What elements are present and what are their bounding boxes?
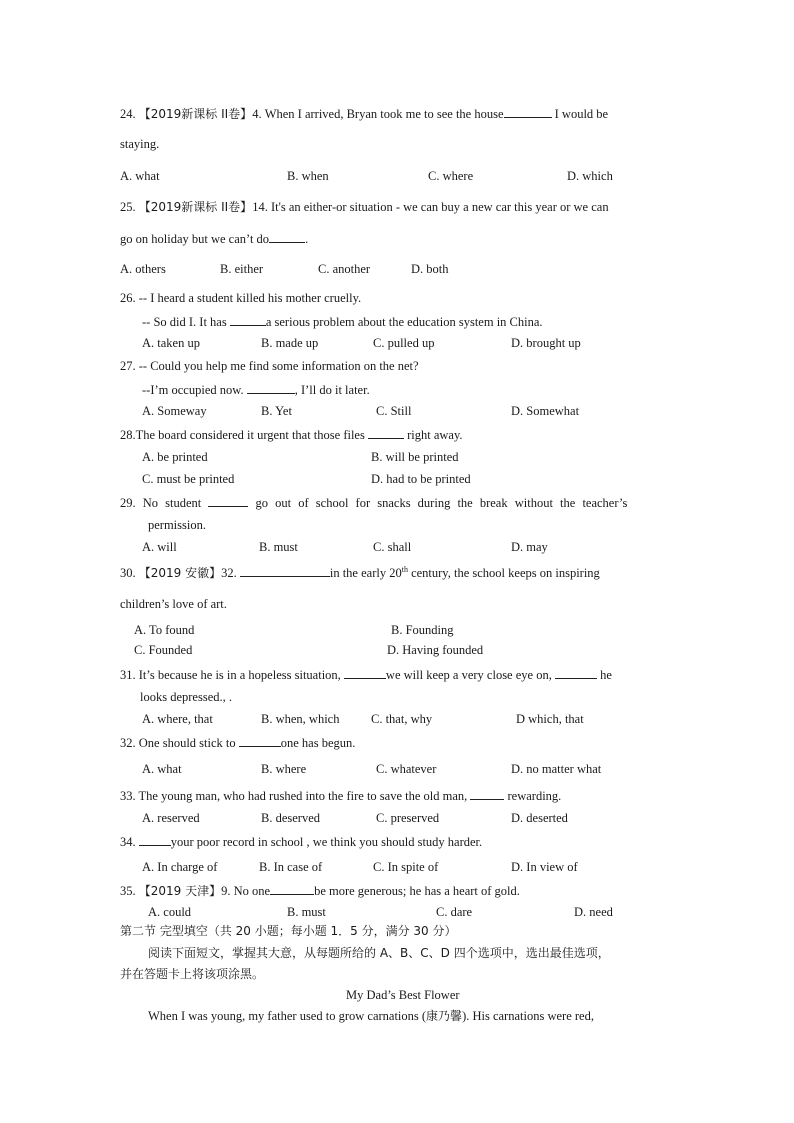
q25-stem-cont: go on holiday but we can’t do	[120, 232, 270, 246]
q29-option-d[interactable]: D. may	[511, 540, 548, 554]
q26-stem-end: a serious problem about the education system in China.	[265, 315, 543, 329]
q25-source-tag: 【2019新课标 II卷】	[138, 200, 253, 214]
q32-option-c[interactable]: C. whatever	[376, 762, 437, 776]
q34-option-c[interactable]: C. In spite of	[373, 860, 439, 874]
section-heading: 第二节 完型填空（共 20 小题；每小题 1．5 分，满分 30 分）	[120, 924, 457, 938]
q29-line2: permission.	[148, 518, 206, 532]
passage-text-b: ). His carnations were red,	[462, 1009, 594, 1023]
q30-stem-end: century, the school keeps on inspiring	[411, 566, 600, 580]
passage-paragraph	[148, 1008, 594, 1024]
q27-option-c[interactable]: C. Still	[376, 404, 412, 418]
section-instructions-2: 并在答题卡上将该项涂黑。	[120, 967, 265, 981]
q28-line1	[120, 426, 463, 443]
q35-stem: 9. No one	[221, 884, 271, 898]
q24-source-tag: 【2019新课标 II卷】	[138, 107, 253, 121]
q29-line1	[120, 494, 627, 511]
q35-number: 35.	[120, 884, 136, 898]
q26-option-b[interactable]: B. made up	[261, 336, 319, 350]
q34-number: 34.	[120, 835, 136, 849]
q32-line1	[120, 734, 355, 751]
q30-number: 30.	[120, 566, 136, 580]
q33-option-b[interactable]: B. deserved	[261, 811, 321, 825]
q24-number: 24.	[120, 107, 136, 121]
q27-blank[interactable]	[247, 381, 295, 394]
q30-line1	[120, 564, 600, 581]
q29-stem-end: go out of school for snacks during the break without the teacher’s	[255, 496, 628, 510]
q32-option-b[interactable]: B. where	[261, 762, 307, 776]
q24-stem: 4. When I arrived, Bryan took me to see the house	[252, 107, 504, 121]
q32-option-a[interactable]: A. what	[142, 762, 182, 776]
passage-text-a: When I was young, my father used to grow carnations (	[148, 1009, 427, 1023]
q34-blank[interactable]	[139, 833, 171, 846]
q30-source-tag: 【2019 安徽】	[138, 566, 222, 580]
q30-option-d[interactable]: D. Having founded	[387, 643, 484, 657]
q35-source-tag: 【2019 天津】	[138, 884, 222, 898]
q26-stem: -- So did I. It has	[142, 315, 227, 329]
q28-option-d[interactable]: D. had to be printed	[371, 472, 471, 486]
q29-option-c[interactable]: C. shall	[373, 540, 412, 554]
q34-option-a[interactable]: A. In charge of	[142, 860, 218, 874]
q27-option-b[interactable]: B. Yet	[261, 404, 292, 418]
q31-line2: looks depressed., .	[140, 690, 232, 704]
section-instructions-1: 阅读下面短文，掌握其大意，从每题所给的 A、B、C、D 四个选项中，选出最佳选项，	[148, 946, 610, 960]
q24-line2: staying.	[120, 137, 160, 151]
q28-option-c[interactable]: C. must be printed	[142, 472, 235, 486]
q28-stem-end: right away.	[407, 428, 463, 442]
q35-line1	[120, 882, 520, 899]
q33-line1	[120, 787, 561, 804]
q28-option-b[interactable]: B. will be printed	[371, 450, 459, 464]
q30-option-a[interactable]: A. To found	[134, 623, 195, 637]
q27-option-d[interactable]: D. Somewhat	[511, 404, 580, 418]
q31-blank-2[interactable]	[555, 666, 597, 679]
q25-stem-end: .	[305, 232, 309, 246]
q32-blank[interactable]	[239, 734, 281, 747]
q26-line1: 26. -- I heard a student killed his mother cruelly.	[120, 291, 362, 305]
q35-option-b[interactable]: B. must	[287, 905, 326, 919]
q33-blank[interactable]	[470, 787, 504, 800]
q25-line2	[120, 230, 308, 247]
q27-stem: --I’m occupied now.	[142, 383, 244, 397]
q24-option-d[interactable]: D. which	[567, 169, 613, 183]
q33-stem-end: rewarding.	[507, 789, 562, 803]
q27-line1: 27. -- Could you help me find some information on the net?	[120, 359, 419, 373]
q31-line1	[120, 666, 612, 683]
q27-stem-end: , I’ll do it later.	[294, 383, 370, 397]
q31-option-b[interactable]: B. when, which	[261, 712, 340, 726]
q30-qnum: 32.	[221, 566, 237, 580]
q29-option-a[interactable]: A. will	[142, 540, 177, 554]
q33-option-c[interactable]: C. preserved	[376, 811, 440, 825]
q35-stem-end: be more generous; he has a heart of gold.	[314, 884, 520, 898]
q26-option-a[interactable]: A. taken up	[142, 336, 200, 350]
q34-option-b[interactable]: B. In case of	[259, 860, 323, 874]
q29-option-b[interactable]: B. must	[259, 540, 298, 554]
q32-stem: 32. One should stick to	[120, 736, 236, 750]
q29-blank[interactable]	[208, 494, 248, 507]
q24-option-b[interactable]: B. when	[287, 169, 329, 183]
q35-option-c[interactable]: C. dare	[436, 905, 473, 919]
q24-blank[interactable]	[504, 105, 552, 118]
q27-line2	[142, 381, 370, 398]
q30-superscript: th	[401, 564, 408, 574]
q31-stem-end: he	[600, 668, 612, 682]
q31-option-d[interactable]: D which, that	[516, 712, 584, 726]
q24-stem-end: I would be	[554, 107, 609, 121]
q31-stem: 31. It’s because he is in a hopeless situation,	[120, 668, 341, 682]
q33-stem: 33. The young man, who had rushed into the fire to save the old man,	[120, 789, 468, 803]
q34-stem: your poor record in school , we think you should study harder.	[170, 835, 483, 849]
q26-blank[interactable]	[230, 313, 266, 326]
q30-stem: in the early 20	[329, 566, 402, 580]
q32-option-d[interactable]: D. no matter what	[511, 762, 602, 776]
passage-chinese-term: 康乃馨	[426, 1009, 463, 1023]
q25-stem: 14. It's an either-or situation - we can buy a new car this year or we can	[252, 200, 609, 214]
q25-option-d[interactable]: D. both	[411, 262, 449, 276]
q34-line1	[120, 833, 482, 850]
q31-stem-mid: we will keep a very close eye on,	[385, 668, 552, 682]
q25-option-b[interactable]: B. either	[220, 262, 264, 276]
q28-blank[interactable]	[368, 426, 404, 439]
q28-stem: 28.The board considered it urgent that those files	[120, 428, 365, 442]
q25-option-a[interactable]: A. others	[120, 262, 166, 276]
q31-blank-1[interactable]	[344, 666, 386, 679]
q35-option-a[interactable]: A. could	[148, 905, 192, 919]
q33-option-d[interactable]: D. deserted	[511, 811, 568, 825]
q30-option-b[interactable]: B. Founding	[391, 623, 454, 637]
q28-option-a[interactable]: A. be printed	[142, 450, 208, 464]
q25-line1	[120, 199, 609, 215]
q25-number: 25.	[120, 200, 136, 214]
q26-option-c[interactable]: C. pulled up	[373, 336, 435, 350]
q25-blank[interactable]	[269, 230, 305, 243]
q32-stem-end: one has begun.	[280, 736, 356, 750]
q30-blank[interactable]	[240, 564, 330, 577]
q24-option-c[interactable]: C. where	[428, 169, 474, 183]
q27-option-a[interactable]: A. Someway	[142, 404, 207, 418]
q34-option-d[interactable]: D. In view of	[511, 860, 578, 874]
q24-option-a[interactable]: A. what	[120, 169, 160, 183]
q33-option-a[interactable]: A. reserved	[142, 811, 200, 825]
q35-option-d[interactable]: D. need	[574, 905, 613, 919]
q30-option-c[interactable]: C. Founded	[134, 643, 193, 657]
q26-option-d[interactable]: D. brought up	[511, 336, 581, 350]
q31-option-c[interactable]: C. that, why	[371, 712, 433, 726]
q35-blank[interactable]	[270, 882, 314, 895]
passage-title: My Dad’s Best Flower	[346, 988, 460, 1002]
q24-line1	[120, 105, 608, 122]
q26-line2	[142, 313, 543, 330]
q30-line2: children’s love of art.	[120, 597, 227, 611]
q25-option-c[interactable]: C. another	[318, 262, 371, 276]
q29-stem: 29. No student	[120, 496, 202, 510]
q31-option-a[interactable]: A. where, that	[142, 712, 213, 726]
